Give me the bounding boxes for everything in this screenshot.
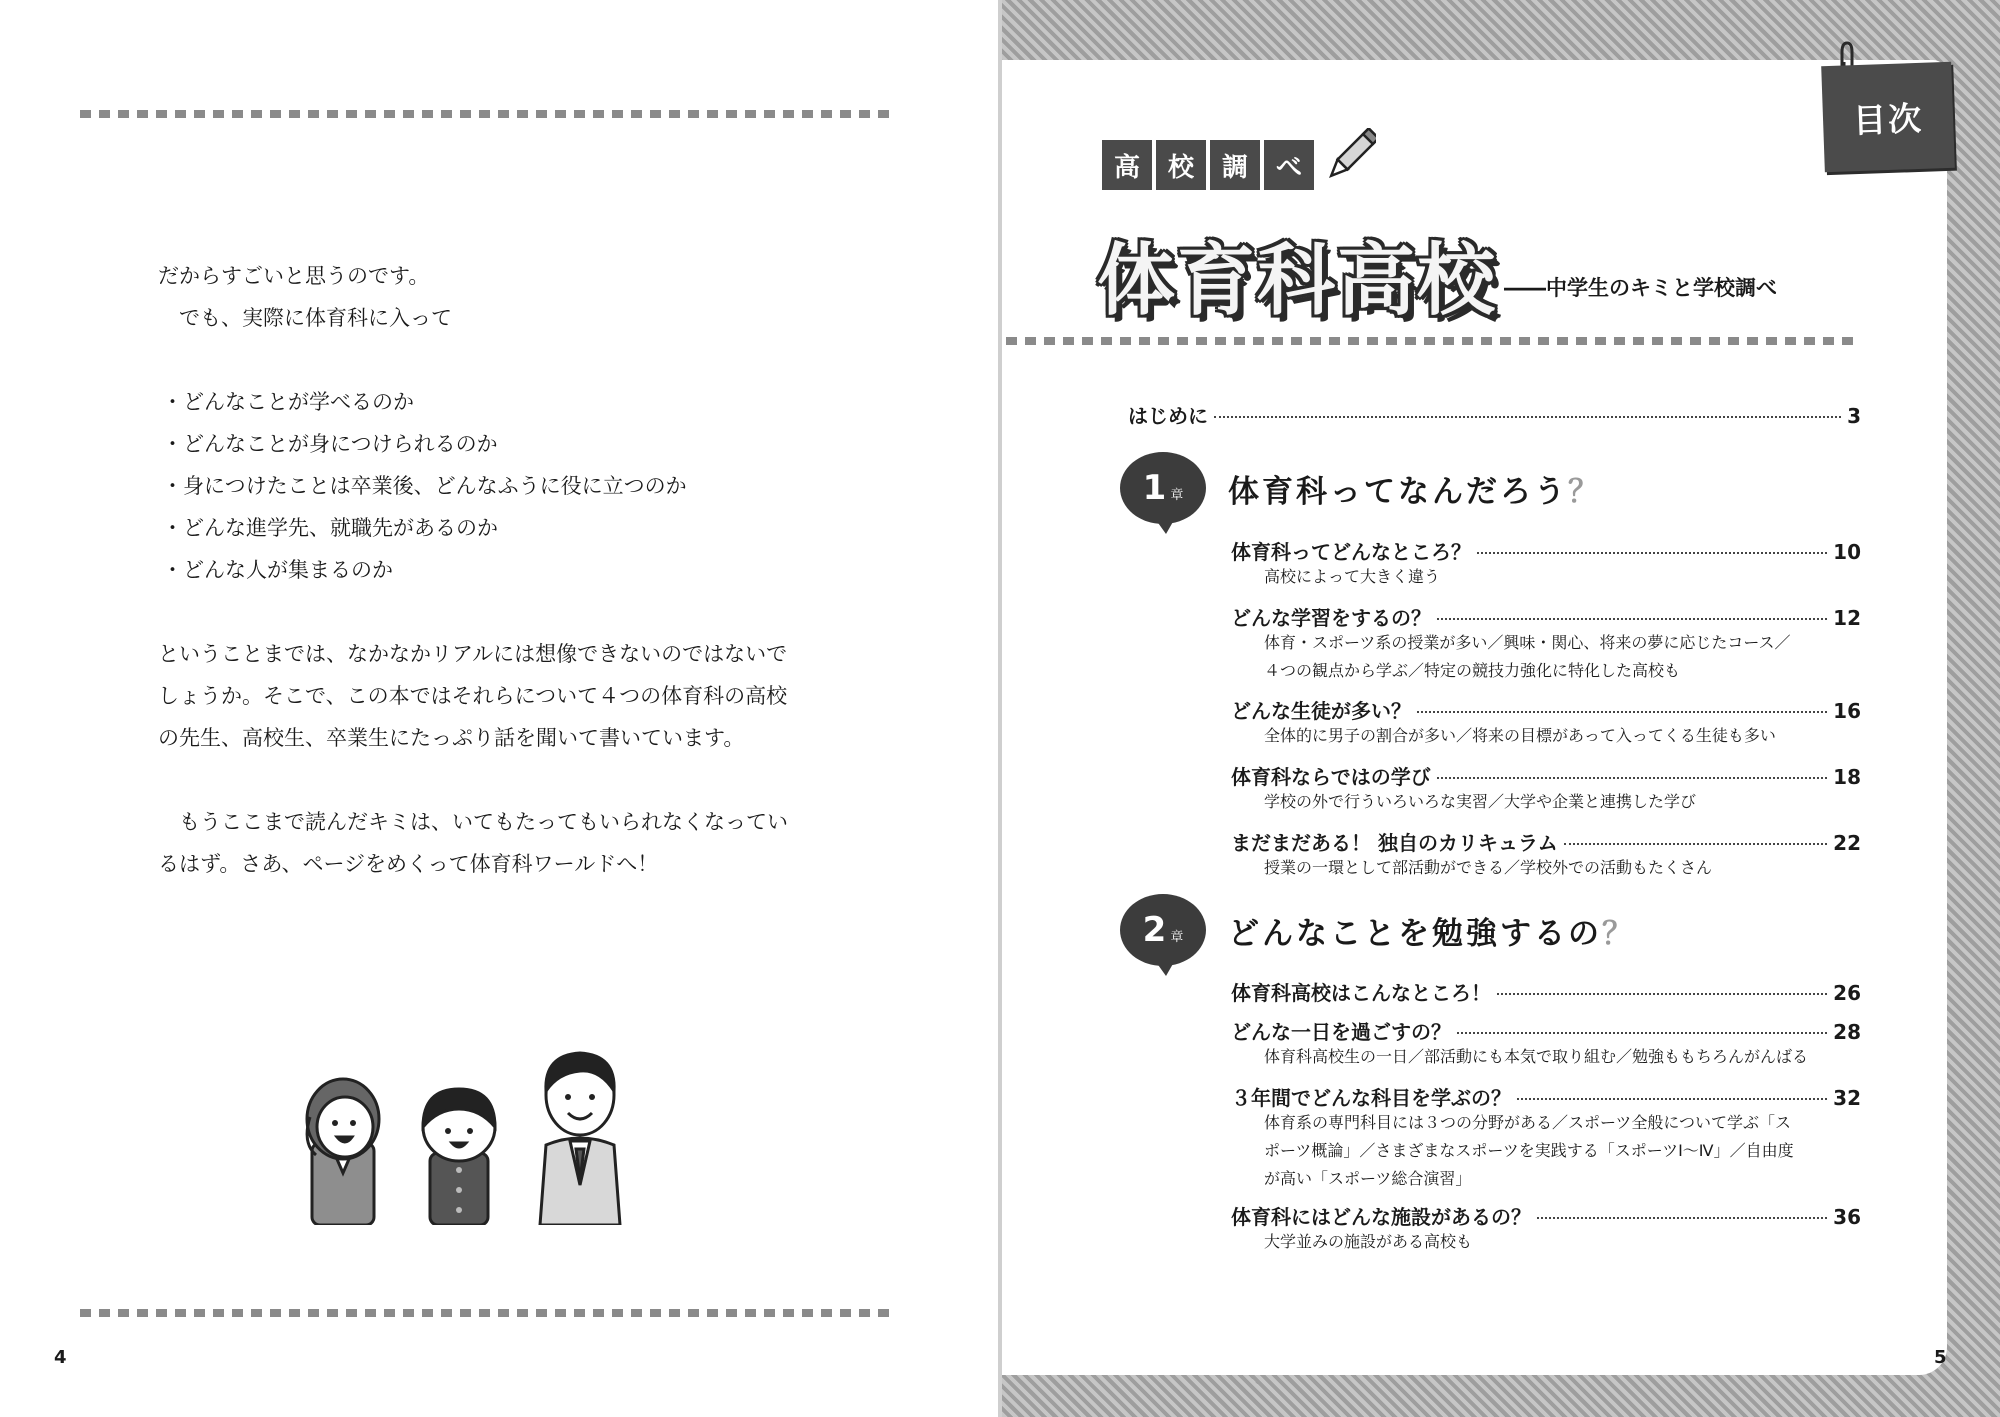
leader-dots [1477, 552, 1827, 554]
chapter-number: 1 [1142, 468, 1167, 508]
toc-entry-desc [1264, 722, 1834, 750]
chapter-title-text: どんなことを勉強するの [1228, 915, 1602, 952]
toc-entry[interactable] [1231, 761, 1861, 790]
desc-line: 授業の一環として部活動ができる／学校外での活動もたくさん [1264, 858, 1713, 877]
toc-page-number: 10 [1833, 540, 1861, 564]
series-char: べ [1264, 140, 1314, 190]
leader-dots [1437, 777, 1827, 779]
desc-line: 体育系の専門科目には３つの分野がある／スポーツ全般について学ぶ「ス [1264, 1113, 1792, 1132]
chapter-unit: 章 [1170, 487, 1184, 503]
toc-entry-desc [1264, 563, 1834, 591]
leader-dots [1437, 618, 1827, 620]
toc-entry[interactable] [1231, 536, 1861, 565]
body-line: しょうか。そこで、この本ではそれらについて４つの体育科の高校 [158, 684, 788, 708]
toc-entry-desc [1264, 1228, 1834, 1256]
series-char: 校 [1156, 140, 1206, 190]
book-subtitle: ――中学生のキミと学校調べ [1504, 276, 1777, 300]
toc-entry-desc [1264, 629, 1834, 685]
toc-entry-desc [1264, 1043, 1834, 1071]
body-line: るはず。さあ、ページをめくって体育科ワールドへ！ [158, 852, 659, 876]
desc-line: 体育・スポーツ系の授業が多い／興味・関心、将来の夢に応じたコース／ [1264, 633, 1791, 652]
toc-entry-title: 体育科ってどんなところ？ [1231, 540, 1471, 564]
toc-entry-title: はじめに [1128, 404, 1208, 428]
page-number-right: 5 [1934, 1347, 1947, 1368]
toc-entry-title: どんな一日を過ごすの？ [1231, 1020, 1451, 1044]
desc-line: 大学並みの施設がある高校も [1264, 1232, 1473, 1251]
body-line: もうここまで読んだキミは、いてもたってもいられなくなってい [158, 810, 788, 834]
speech-tail [1156, 962, 1174, 976]
leader-dots [1564, 843, 1827, 845]
chapter-question-mark: ？ [1602, 915, 1636, 952]
desc-line: 高校によって大きく違う [1264, 567, 1441, 586]
series-char: 調 [1210, 140, 1260, 190]
toc-entry[interactable] [1231, 1201, 1861, 1230]
speech-tail [1156, 520, 1174, 534]
desc-line: 学校の外で行ういろいろな実習／大学や企業と連携した学び [1264, 792, 1697, 811]
chapter-title [1228, 908, 1636, 953]
toc-page-number: 12 [1833, 606, 1861, 630]
bullet-item: ・どんなことが身につけられるのか [162, 432, 498, 456]
desc-line: ４つの観点から学ぶ／特定の競技力強化に特化した高校も [1264, 661, 1681, 680]
girl-character-icon [307, 1079, 379, 1225]
toc-entry-title: どんな生徒が多い？ [1231, 699, 1411, 723]
toc-tab-label: 目次 [1821, 62, 1955, 172]
toc-entry-title: ３年間でどんな科目を学ぶの？ [1231, 1086, 1511, 1110]
page-number-left: 4 [54, 1347, 67, 1368]
leader-dots [1517, 1098, 1827, 1100]
body-line: の先生、高校生、卒業生にたっぷり話を聞いて書いています。 [158, 726, 745, 750]
chapter-number: 2 [1142, 910, 1167, 950]
toc-page-number: 18 [1833, 765, 1861, 789]
leader-dots [1417, 711, 1827, 713]
chapter-unit: 章 [1170, 929, 1184, 945]
pencil-icon [1326, 128, 1376, 184]
toc-page-number: 32 [1833, 1086, 1861, 1110]
toc-entry[interactable] [1231, 602, 1861, 631]
bullet-item: ・どんな進学先、就職先があるのか [162, 516, 498, 540]
leader-dots [1457, 1032, 1827, 1034]
toc-page-number: 22 [1833, 831, 1861, 855]
bullet-item: ・身につけたことは卒業後、どんなふうに役に立つのか [162, 474, 687, 498]
toc-page-number: 26 [1833, 981, 1861, 1005]
stitch-divider-top [80, 110, 890, 118]
leader-dots [1537, 1217, 1827, 1219]
desc-line: ポーツ概論」／さまざまなスポーツを実践する「スポーツⅠ～Ⅳ」／自由度 [1264, 1141, 1794, 1160]
toc-entry-title: まだまだある！ 独自のカリキュラム [1231, 831, 1558, 855]
bullet-item: ・どんな人が集まるのか [162, 558, 393, 582]
stitch-divider-bottom [80, 1309, 890, 1317]
desc-line: 体育科高校生の一日／部活動にも本気で取り組む／勉強ももちろんがんばる [1264, 1047, 1809, 1066]
series-label [1102, 140, 1314, 190]
toc-entry-desc [1264, 1109, 1834, 1193]
chapter-question-mark: ？ [1568, 473, 1602, 510]
body-text [158, 255, 838, 885]
toc-entry[interactable] [1231, 1016, 1861, 1045]
student-characters-illustration [290, 1045, 650, 1225]
toc-entry-intro[interactable] [1128, 400, 1861, 429]
desc-line: が高い「スポーツ総合演習」 [1264, 1169, 1472, 1188]
toc-page-number: 36 [1833, 1205, 1861, 1229]
book-title: 体育科高校 [1097, 236, 1498, 326]
chapter-title-text: 体育科ってなんだろう [1228, 473, 1568, 510]
boy-character-icon [423, 1089, 495, 1225]
chapter-1-heading[interactable] [1120, 448, 1602, 528]
toc-entry[interactable] [1231, 1082, 1861, 1111]
body-line: でも、実際に体育科に入って [158, 306, 452, 330]
toc-entry-title: 体育科ならではの学び [1231, 765, 1431, 789]
toc-entry-title: 体育科にはどんな施設があるの？ [1231, 1205, 1531, 1229]
bullet-item: ・どんなことが学べるのか [162, 390, 414, 414]
toc-entry[interactable] [1231, 695, 1861, 724]
toc-page-number: 3 [1847, 404, 1861, 428]
toc-entry-desc [1264, 788, 1834, 816]
toc-entry-title: 体育科高校はこんなところ！ [1231, 981, 1491, 1005]
teacher-character-icon [540, 1053, 620, 1225]
toc-page-number: 28 [1833, 1020, 1861, 1044]
chapter-title [1228, 466, 1602, 511]
series-char: 高 [1102, 140, 1152, 190]
leader-dots [1497, 993, 1827, 995]
toc-entry-desc [1264, 854, 1834, 882]
toc-entry[interactable] [1231, 827, 1861, 856]
stitch-divider-toc [1006, 337, 1861, 345]
toc-entry[interactable] [1231, 977, 1861, 1006]
toc-entry-title: どんな学習をするの？ [1231, 606, 1431, 630]
toc-page-number: 16 [1833, 699, 1861, 723]
body-line: ということまでは、なかなかリアルには想像できないのではないで [158, 642, 788, 666]
desc-line: 全体的に男子の割合が多い／将来の目標があって入ってくる生徒も多い [1264, 726, 1776, 745]
body-line: だからすごいと思うのです。 [158, 264, 430, 288]
leader-dots [1214, 416, 1841, 418]
chapter-2-heading[interactable] [1120, 890, 1636, 970]
chapter-badge [1120, 452, 1206, 524]
chapter-badge [1120, 894, 1206, 966]
